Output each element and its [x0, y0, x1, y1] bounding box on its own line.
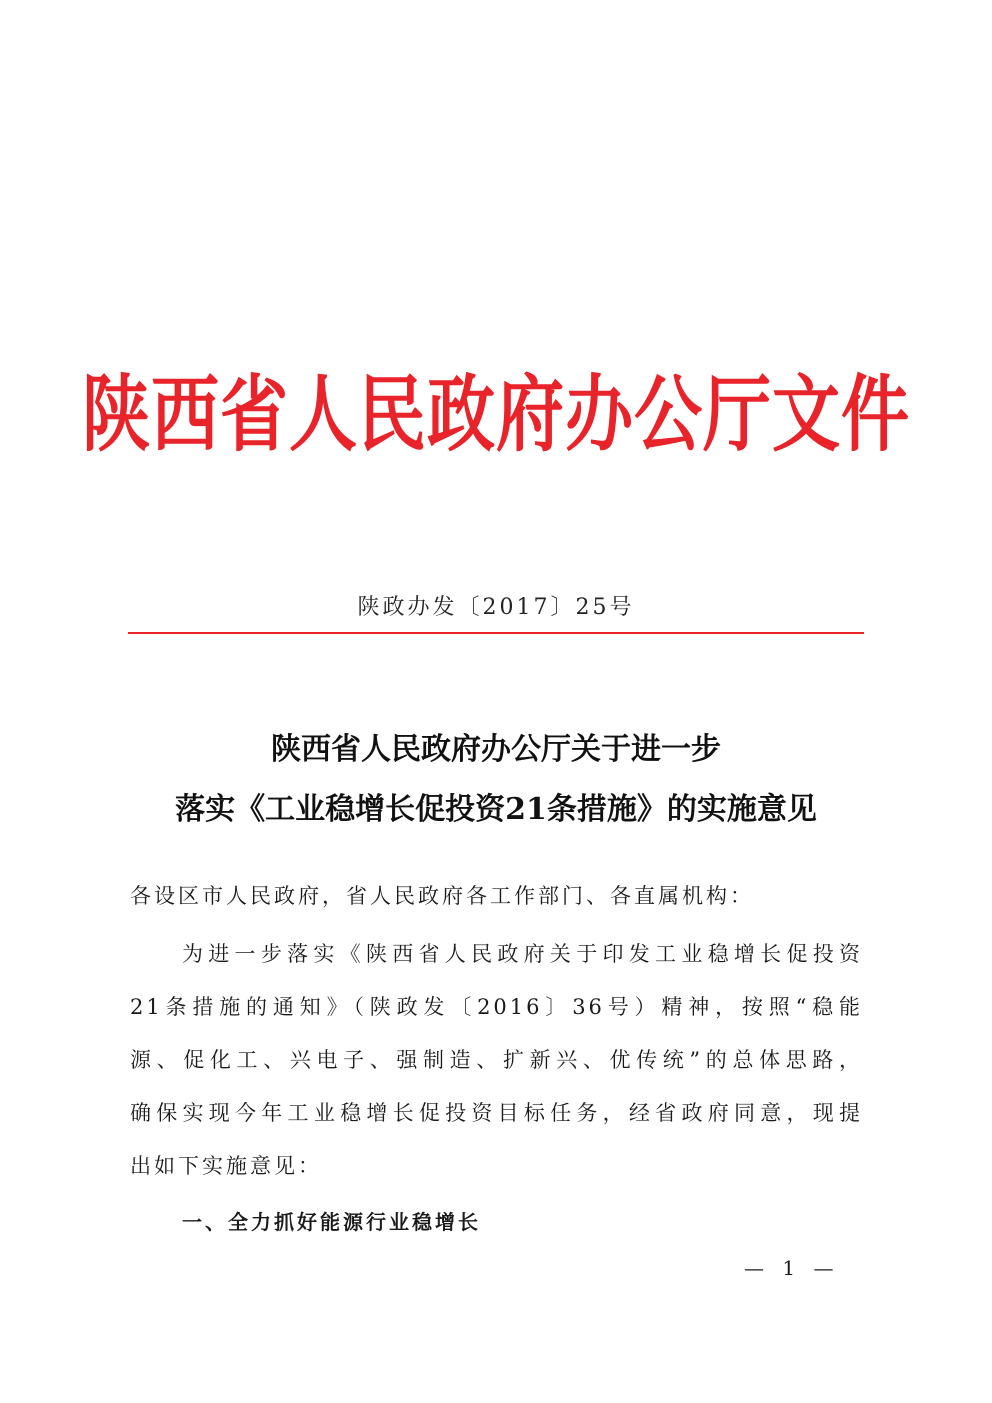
- body-paragraph-line: 源、促化工、兴电子、强制造、扩新兴、优传统”的总体思路，: [130, 1048, 863, 1072]
- red-divider-line: [128, 632, 864, 634]
- page-number: — 1 —: [744, 1256, 840, 1280]
- body-paragraph-line: 确保实现今年工业稳增长促投资目标任务，经省政府同意，现提: [130, 1101, 863, 1125]
- masthead-title: [0, 355, 992, 475]
- document-title-line-2: 落实《工业稳增长促投资21条措施》的实施意见: [175, 792, 817, 827]
- document-number: 陕政办发〔2017〕25号: [357, 595, 635, 620]
- document-title-line-1: 陕西省人民政府办公厅关于进一步: [271, 732, 721, 767]
- masthead-text: 陕西省人民政府办公厅文件: [82, 366, 910, 464]
- body-paragraph-line: 21条措施的通知》（陕政发〔2016〕36号）精神，按照“稳能: [130, 995, 863, 1019]
- body-paragraph-line: 为进一步落实《陕西省人民政府关于印发工业稳增长促投资: [182, 942, 863, 966]
- section-heading: 一、全力抓好能源行业稳增长: [182, 1210, 481, 1234]
- body-paragraph-line: 出如下实施意见：: [130, 1154, 322, 1178]
- salutation: 各设区市人民政府，省人民政府各工作部门、各直属机构：: [130, 884, 754, 908]
